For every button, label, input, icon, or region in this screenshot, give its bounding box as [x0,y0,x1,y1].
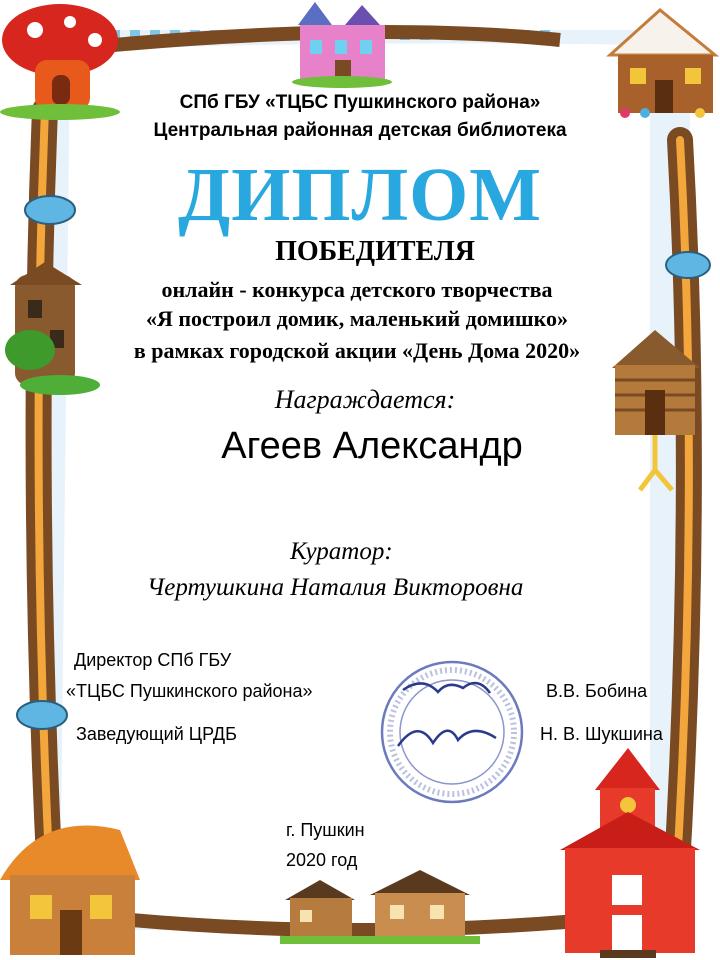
signature-1 [403,683,490,693]
city: г. Пушкин [286,820,365,840]
signature-2 [398,731,496,746]
director-title-line2: «ТЦБС Пушкинского района» [66,681,313,701]
year: 2020 год [286,850,358,870]
left-tab-2 [17,701,67,729]
contest-title: «Я построил домик, маленький домишко» [145,306,568,331]
curator-label: Куратор: [290,538,393,565]
recipient-name: Агеев Александр [221,425,523,467]
awarded-label: Награждается: [274,385,456,414]
fairy-cottage-icon [0,826,140,955]
head-name: Н. В. Шукшина [540,724,663,744]
pink-castle-icon [292,2,392,88]
official-stamp-icon [378,658,526,806]
director-name: В.В. Бобина [546,681,648,701]
director-title-line1: Директор СПб ГБУ [74,650,232,670]
head-title: Заведующий ЦРДБ [76,724,237,744]
curator-name: Чертушкина Наталия Викторовна [147,574,524,601]
library-name: Центральная районная детская библиотека [153,120,567,141]
organization-name: СПб ГБУ «ТЦБС Пушкинского района» [179,92,541,113]
contest-description: онлайн - конкурса детского творчества [161,277,553,302]
diploma-subtitle: ПОБЕДИТЕЛЯ [275,236,475,267]
diploma-title: ДИПЛОМ [178,153,542,237]
action-description: в рамках городской акции «День Дома 2020» [133,338,581,363]
